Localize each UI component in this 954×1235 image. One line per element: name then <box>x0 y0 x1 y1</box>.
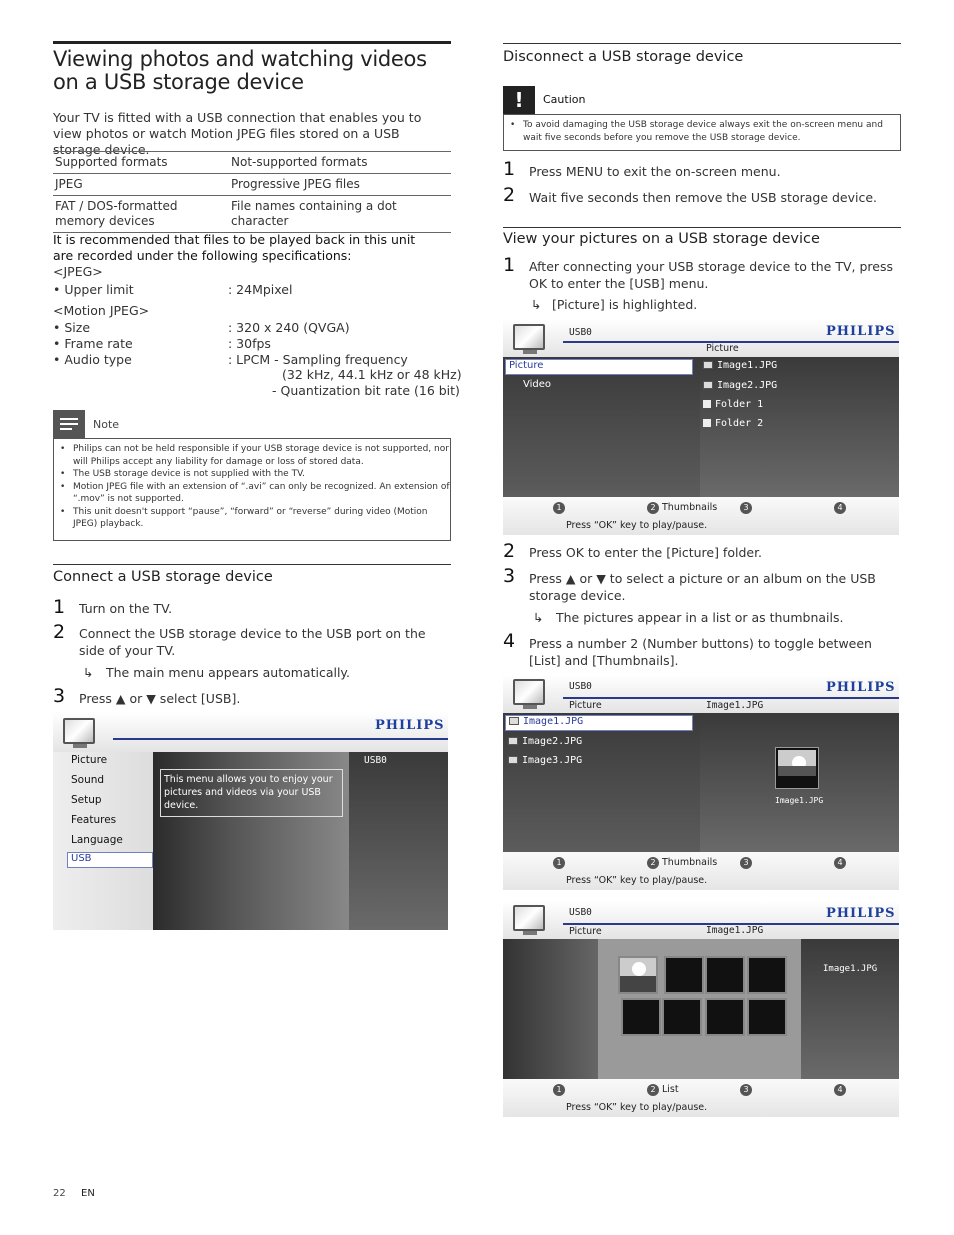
disconnect-steps <box>503 158 901 210</box>
section-rule <box>503 43 901 44</box>
step-text: Wait five seconds then remove the USB storage device. <box>529 190 878 205</box>
tv-icon <box>513 679 549 709</box>
menu-item-video[interactable]: Video <box>523 379 552 390</box>
tv-icon <box>513 324 549 354</box>
press-hint: Press “OK” key to play/pause. <box>566 875 708 886</box>
header-filename: Image1.JPG <box>706 925 764 936</box>
table-cell: Not-supported formats <box>229 152 451 174</box>
thumbnail[interactable] <box>621 998 661 1036</box>
step-result: [Picture] is highlighted. <box>552 297 698 312</box>
caution-icon: ! <box>503 86 535 114</box>
step-text: Press ▲ or ▼ to select a picture or an album on the USB storage device. <box>529 571 876 603</box>
note-item: • Motion JPEG file with an extension of “.avi” can only be recognized. An extension of “.mov” is not supported. <box>54 481 450 506</box>
note-item: • Philips can not be held responsible if your USB storage device is not supported, nor will Philips accept any liability for damage or loss of stored data. <box>54 443 450 468</box>
button-2-label: List <box>662 1084 679 1095</box>
usb-menu-screen <box>53 712 448 930</box>
step-text: Press OK to enter the [Picture] folder. <box>529 545 763 560</box>
section-rule <box>503 227 901 228</box>
note-item: • The USB storage device is not supplied with the TV. <box>54 468 450 481</box>
folder-icon <box>703 419 711 427</box>
philips-logo: PHILIPS <box>375 718 445 733</box>
button-2[interactable]: 2 <box>647 857 659 869</box>
spec-value: : 30fps <box>228 336 271 351</box>
thumbnail-view-screen <box>503 901 899 1117</box>
view-step-1 <box>503 254 901 318</box>
picture-menu-screen <box>503 319 899 535</box>
spec-key: • Upper limit <box>53 282 134 297</box>
step-text: After connecting your USB storage device to the TV, press OK to enter the [USB] menu. <box>529 259 893 291</box>
usb-label: USB0 <box>569 907 592 918</box>
preview-caption: Image1.JPG <box>823 964 878 974</box>
list-view-screen <box>503 675 899 890</box>
list-item[interactable]: Image1.JPG <box>505 715 693 731</box>
folder-icon <box>703 400 711 408</box>
button-2-label: Thumbnails <box>662 502 718 513</box>
menu-item-sound[interactable]: Sound <box>71 774 105 786</box>
image-icon <box>509 717 519 725</box>
caution-label: Caution <box>543 93 586 106</box>
menu-item-picture[interactable]: Picture <box>505 359 693 375</box>
image-icon <box>508 737 518 745</box>
list-item[interactable]: Image2.JPG <box>703 380 777 391</box>
button-3[interactable]: 3 <box>740 502 752 514</box>
menu-item-language[interactable]: Language <box>71 834 123 846</box>
step-number: 3 <box>53 685 66 707</box>
list-item[interactable]: Folder 2 <box>703 418 763 429</box>
image-icon <box>703 381 713 389</box>
table-cell: Progressive JPEG files <box>229 174 451 196</box>
thumbnail[interactable] <box>618 956 658 994</box>
view-steps-2-4 <box>503 540 901 675</box>
thumbnail[interactable] <box>705 998 745 1036</box>
header-picture: Picture <box>569 700 602 711</box>
step-number: 1 <box>503 254 516 276</box>
press-hint: Press “OK” key to play/pause. <box>566 1102 708 1113</box>
step-text: Turn on the TV. <box>79 601 173 616</box>
result-arrow-icon: ↳ <box>83 665 94 680</box>
step-number: 4 <box>503 630 516 652</box>
step-number: 2 <box>53 621 66 643</box>
page-number: 22 <box>53 1188 66 1199</box>
philips-logo: PHILIPS <box>826 680 896 695</box>
spec-value: (32 kHz, 44.1 kHz or 48 kHz) <box>282 367 462 382</box>
menu-item-picture[interactable]: Picture <box>71 754 108 766</box>
philips-logo: PHILIPS <box>826 906 896 921</box>
button-3[interactable]: 3 <box>740 857 752 869</box>
button-4[interactable]: 4 <box>834 1084 846 1096</box>
image-icon <box>703 361 713 369</box>
spec-value: : 24Mpixel <box>228 282 293 297</box>
spec-value: - Quantization bit rate (16 bit) <box>272 383 460 398</box>
press-hint: Press “OK” key to play/pause. <box>566 520 708 531</box>
step-number: 1 <box>53 596 66 618</box>
header-picture: Picture <box>706 343 739 354</box>
table-cell: FAT / DOS-formatted memory devices <box>53 196 229 233</box>
list-item[interactable]: Image3.JPG <box>508 755 582 766</box>
step-result: The main menu appears automatically. <box>106 665 351 680</box>
tv-icon <box>513 905 549 935</box>
button-3[interactable]: 3 <box>740 1084 752 1096</box>
step-number: 2 <box>503 540 516 562</box>
button-2[interactable]: 2 <box>647 1084 659 1096</box>
philips-logo: PHILIPS <box>826 324 896 339</box>
tv-icon <box>63 718 99 748</box>
result-arrow-icon: ↳ <box>533 610 544 625</box>
caution-box <box>503 114 901 151</box>
caution-item: • To avoid damaging the USB storage device always exit the on-screen menu and wait five seconds before you remove the USB storage device. <box>504 119 900 144</box>
page-title: Viewing photos and watching videos on a USB storage device <box>53 47 427 94</box>
connect-steps <box>53 596 451 726</box>
spec-key: • Audio type <box>53 352 132 367</box>
menu-item-usb[interactable]: USB <box>67 852 153 868</box>
step-text: Press a number 2 (Number buttons) to toggle between [List] and [Thumbnails]. <box>529 636 872 668</box>
thumbnail[interactable] <box>747 956 787 994</box>
title-rule <box>53 41 451 44</box>
list-item[interactable]: Image2.JPG <box>508 736 582 747</box>
button-2-label: Thumbnails <box>662 857 718 868</box>
step-number: 3 <box>503 565 516 587</box>
note-icon <box>53 410 85 438</box>
note-label: Note <box>93 418 120 431</box>
button-1[interactable]: 1 <box>553 1084 565 1096</box>
connect-title: Connect a USB storage device <box>53 569 273 585</box>
header-filename: Image1.JPG <box>706 700 764 711</box>
header-picture: Picture <box>569 926 602 937</box>
button-1[interactable]: 1 <box>553 857 565 869</box>
button-1[interactable]: 1 <box>553 502 565 514</box>
spec-value: : LPCM - Sampling frequency <box>228 352 408 367</box>
disconnect-title: Disconnect a USB storage device <box>503 49 744 65</box>
spec-key: • Frame rate <box>53 336 133 351</box>
usb-device-label: USB0 <box>364 755 387 766</box>
button-4[interactable]: 4 <box>834 857 846 869</box>
note-item: • This unit doesn't support “pause”, “forward” or “reverse” during video (Motion JPEG) playback. <box>54 506 450 531</box>
table-cell: Supported formats <box>53 152 229 174</box>
result-arrow-icon: ↳ <box>531 297 542 312</box>
thumbnail[interactable] <box>705 956 745 994</box>
recommend-text: It is recommended that files to be played back in this unit are recorded under the following specifications: <box>53 232 416 263</box>
section-rule <box>53 564 451 565</box>
menu-item-features[interactable]: Features <box>71 814 117 826</box>
formats-table <box>53 151 451 233</box>
intro-text: Your TV is fitted with a USB connection that enables you to view photos or watch Motion JPEG files stored on a USB storage device. <box>53 110 422 157</box>
table-cell: File names containing a dot character <box>229 196 451 233</box>
usb-label: USB0 <box>569 681 592 692</box>
step-number: 2 <box>503 184 516 206</box>
usb-label: USB0 <box>569 327 592 338</box>
spec-key: • Size <box>53 320 91 335</box>
step-number: 1 <box>503 158 516 180</box>
mjpeg-heading: <Motion JPEG> <box>53 303 150 318</box>
step-text: Press MENU to exit the on-screen menu. <box>529 164 781 179</box>
spec-value: : 320 x 240 (QVGA) <box>228 320 350 335</box>
image-icon <box>508 756 518 764</box>
table-cell: JPEG <box>53 174 229 196</box>
jpeg-heading: <JPEG> <box>53 264 103 279</box>
thumbnail[interactable] <box>747 998 787 1036</box>
thumbnail[interactable] <box>664 956 704 994</box>
thumbnail[interactable] <box>662 998 702 1036</box>
list-item[interactable]: Image1.JPG <box>703 360 777 371</box>
language-code: EN <box>81 1188 95 1199</box>
step-text: Press ▲ or ▼ select [USB]. <box>79 691 241 706</box>
view-title: View your pictures on a USB storage device <box>503 231 820 247</box>
list-item[interactable]: Folder 1 <box>703 399 763 410</box>
preview-caption: Image1.JPG <box>775 796 824 805</box>
button-2[interactable]: 2 <box>647 502 659 514</box>
menu-description: This menu allows you to enjoy your pictures and videos via your USB device. <box>160 769 343 817</box>
step-text: Connect the USB storage device to the USB port on the side of your TV. <box>79 626 426 658</box>
step-result: The pictures appear in a list or as thumbnails. <box>556 610 844 625</box>
button-4[interactable]: 4 <box>834 502 846 514</box>
image-preview <box>775 747 819 789</box>
note-box <box>53 438 451 541</box>
menu-item-setup[interactable]: Setup <box>71 794 102 806</box>
